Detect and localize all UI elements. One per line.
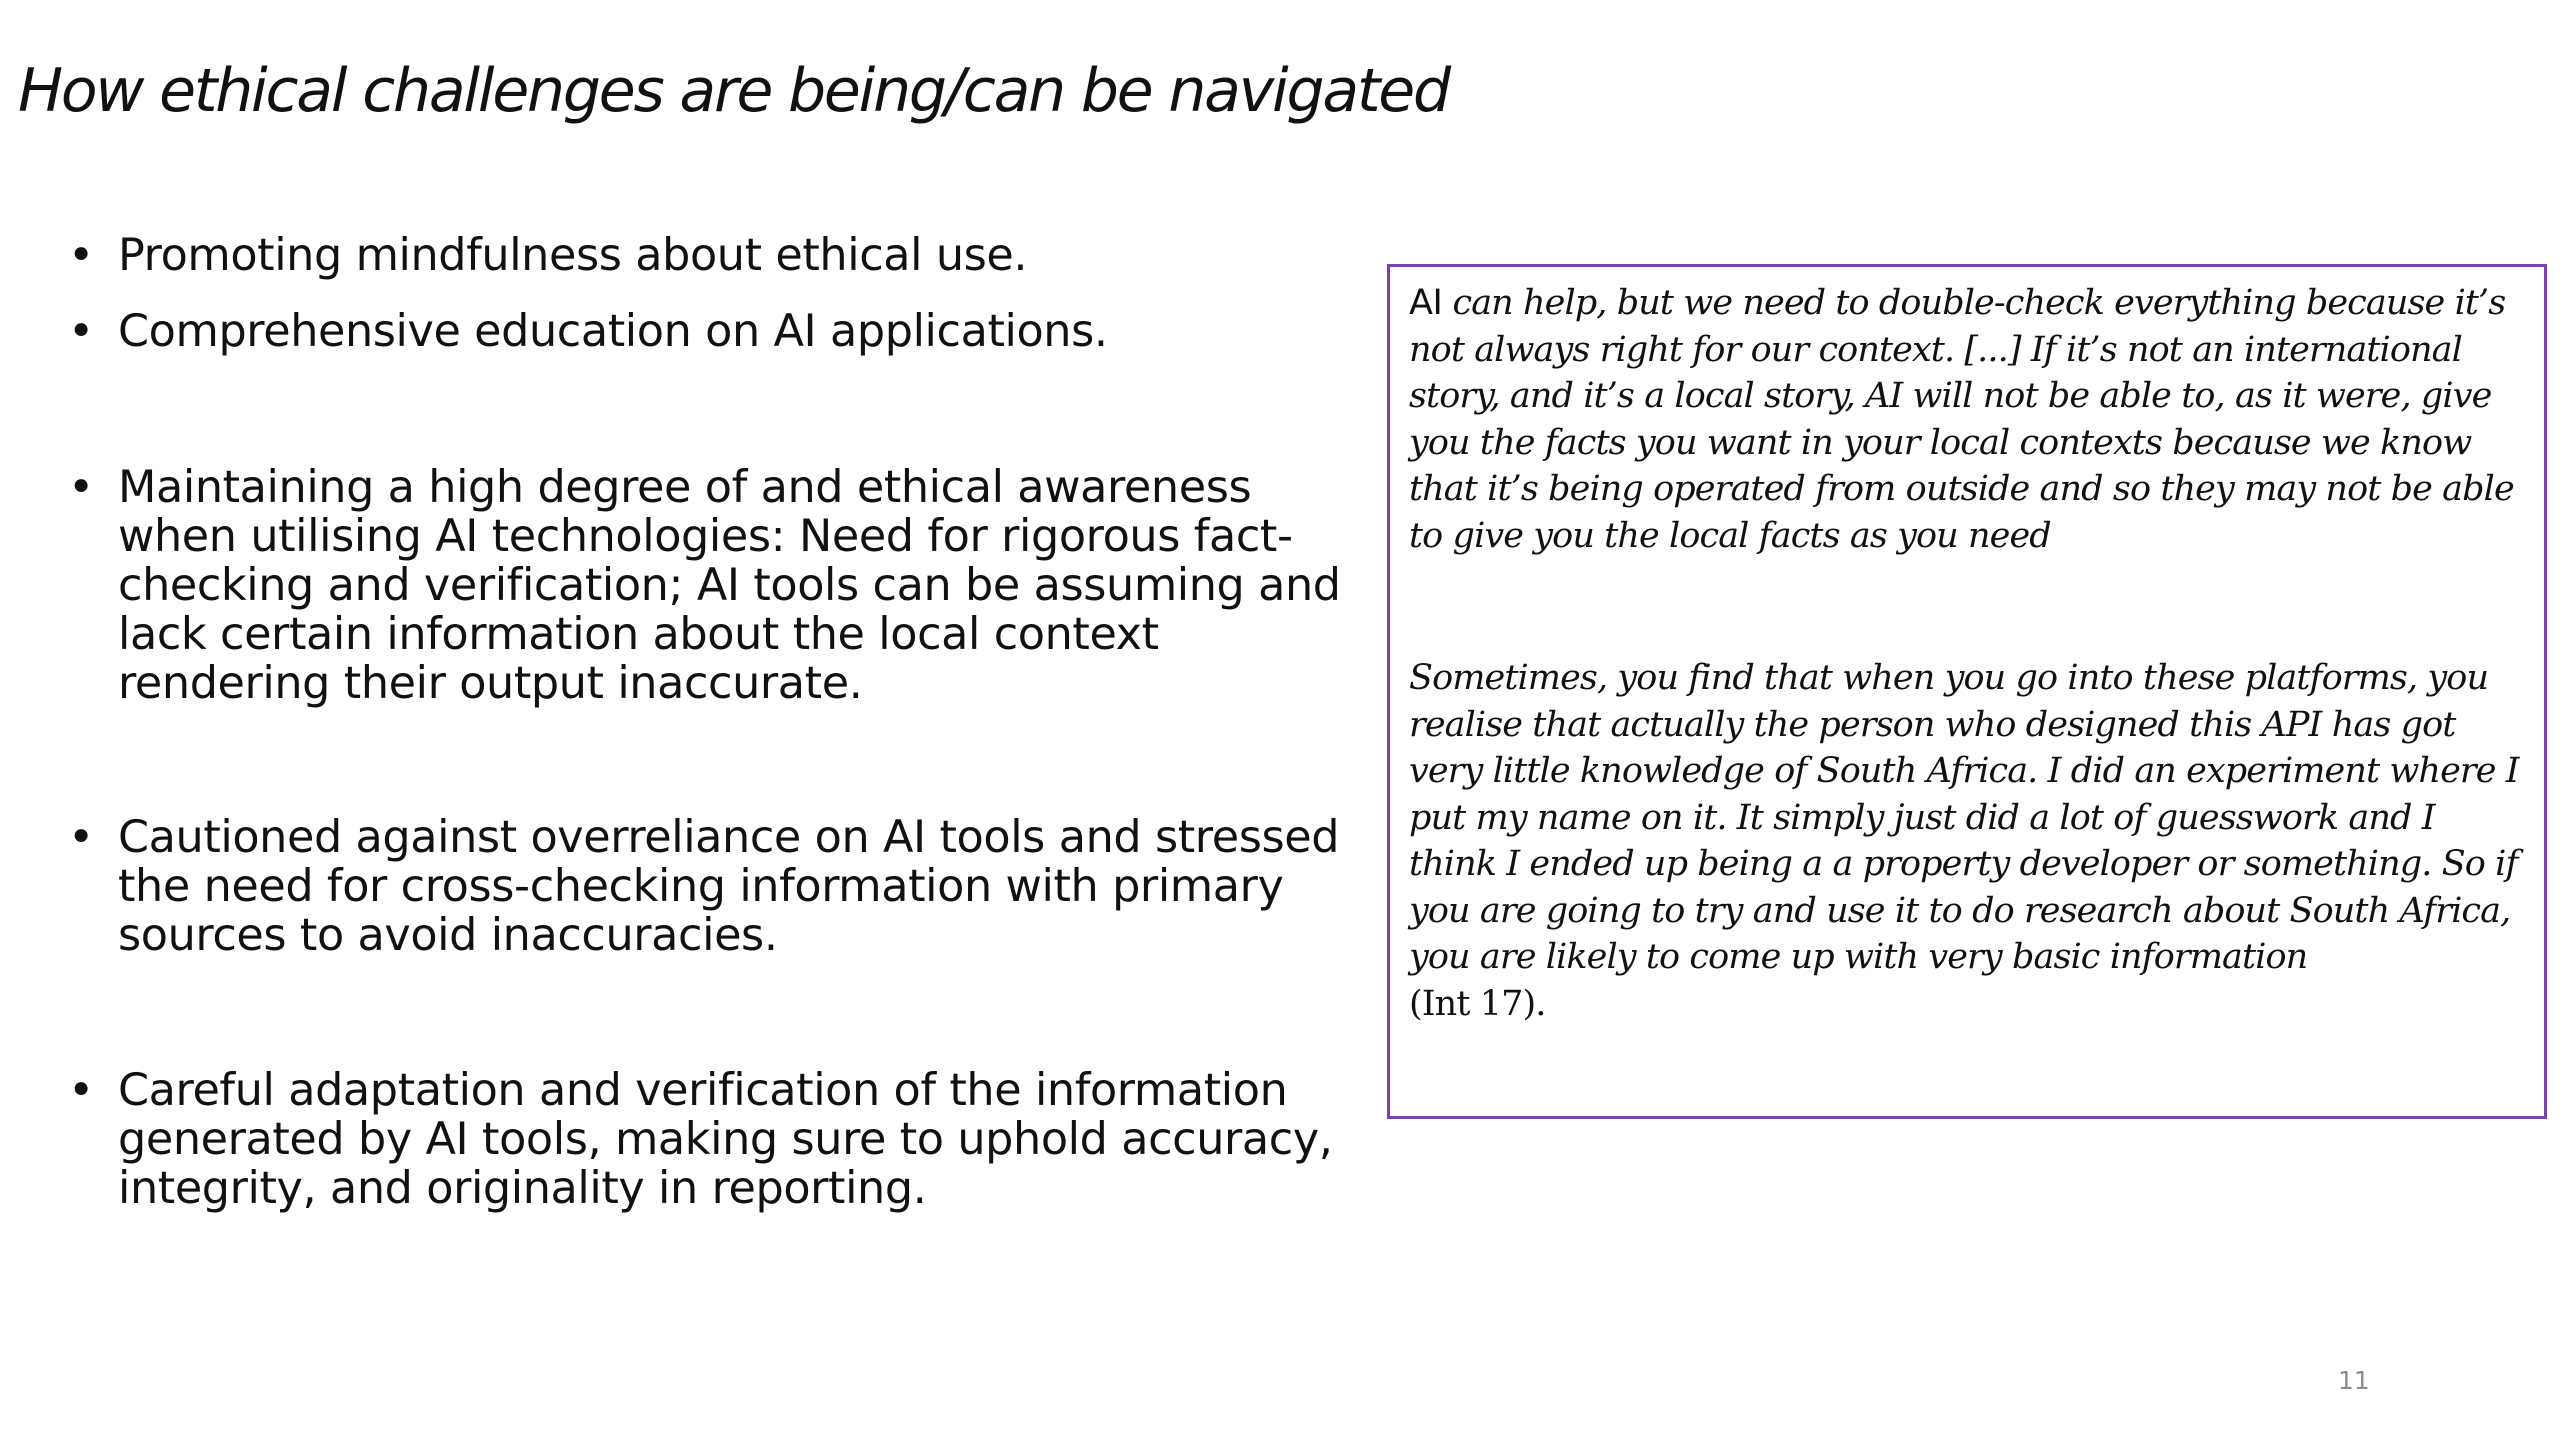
bullet-item: • Comprehensive education on AI applications. bbox=[118, 307, 1358, 356]
quote-lead-word: AI bbox=[1409, 283, 1443, 323]
quote-citation: (Int 17). bbox=[1409, 983, 1546, 1024]
bullet-list bbox=[0, 0, 1370, 1300]
interview-quote-box bbox=[1387, 264, 2547, 1119]
slide-title: How ethical challenges are being/can be navigated bbox=[18, 56, 1449, 126]
quote-paragraph bbox=[1409, 280, 2528, 559]
page-number: 11 bbox=[2338, 1366, 2370, 1395]
quote-text: can help, but we need to double-check everything because it’s not always right for our context. [...] If it’s not an international story, and it’s a local story, AI will not be able to, as it were, give you the facts you want in your local contexts because we know that it’s being operated from outside and so they may not be able to give you the local facts as you need bbox=[1409, 283, 2514, 556]
quote-paragraph bbox=[1409, 655, 2528, 1027]
bullet-item: • Maintaining a high degree of and ethical awareness when utilising AI technologies: Need for rigorous fact-checking and verification; AI tools can be assuming and lack certain information about the local context rendering their output inaccurate. bbox=[118, 463, 1358, 708]
bullet-item: • Careful adaptation and verification of the information generated by AI tools, making sure to uphold accuracy, integrity, and originality in reporting. bbox=[118, 1066, 1358, 1213]
bullet-item: • Cautioned against overreliance on AI tools and stressed the need for cross-checking information with primary sources to avoid inaccuracies. bbox=[118, 813, 1358, 960]
quote-text: Sometimes, you find that when you go into these platforms, you realise that actually the person who designed this API has got very little knowledge of South Africa. I did an experiment where I put my name on it. It simply just did a lot of guesswork and I think I ended up being a a property developer or something. So if you are going to try and use it to do research about South Africa, you are likely to come up with very basic information bbox=[1409, 658, 2519, 977]
bullet-item: • Promoting mindfulness about ethical use. bbox=[118, 231, 1358, 280]
